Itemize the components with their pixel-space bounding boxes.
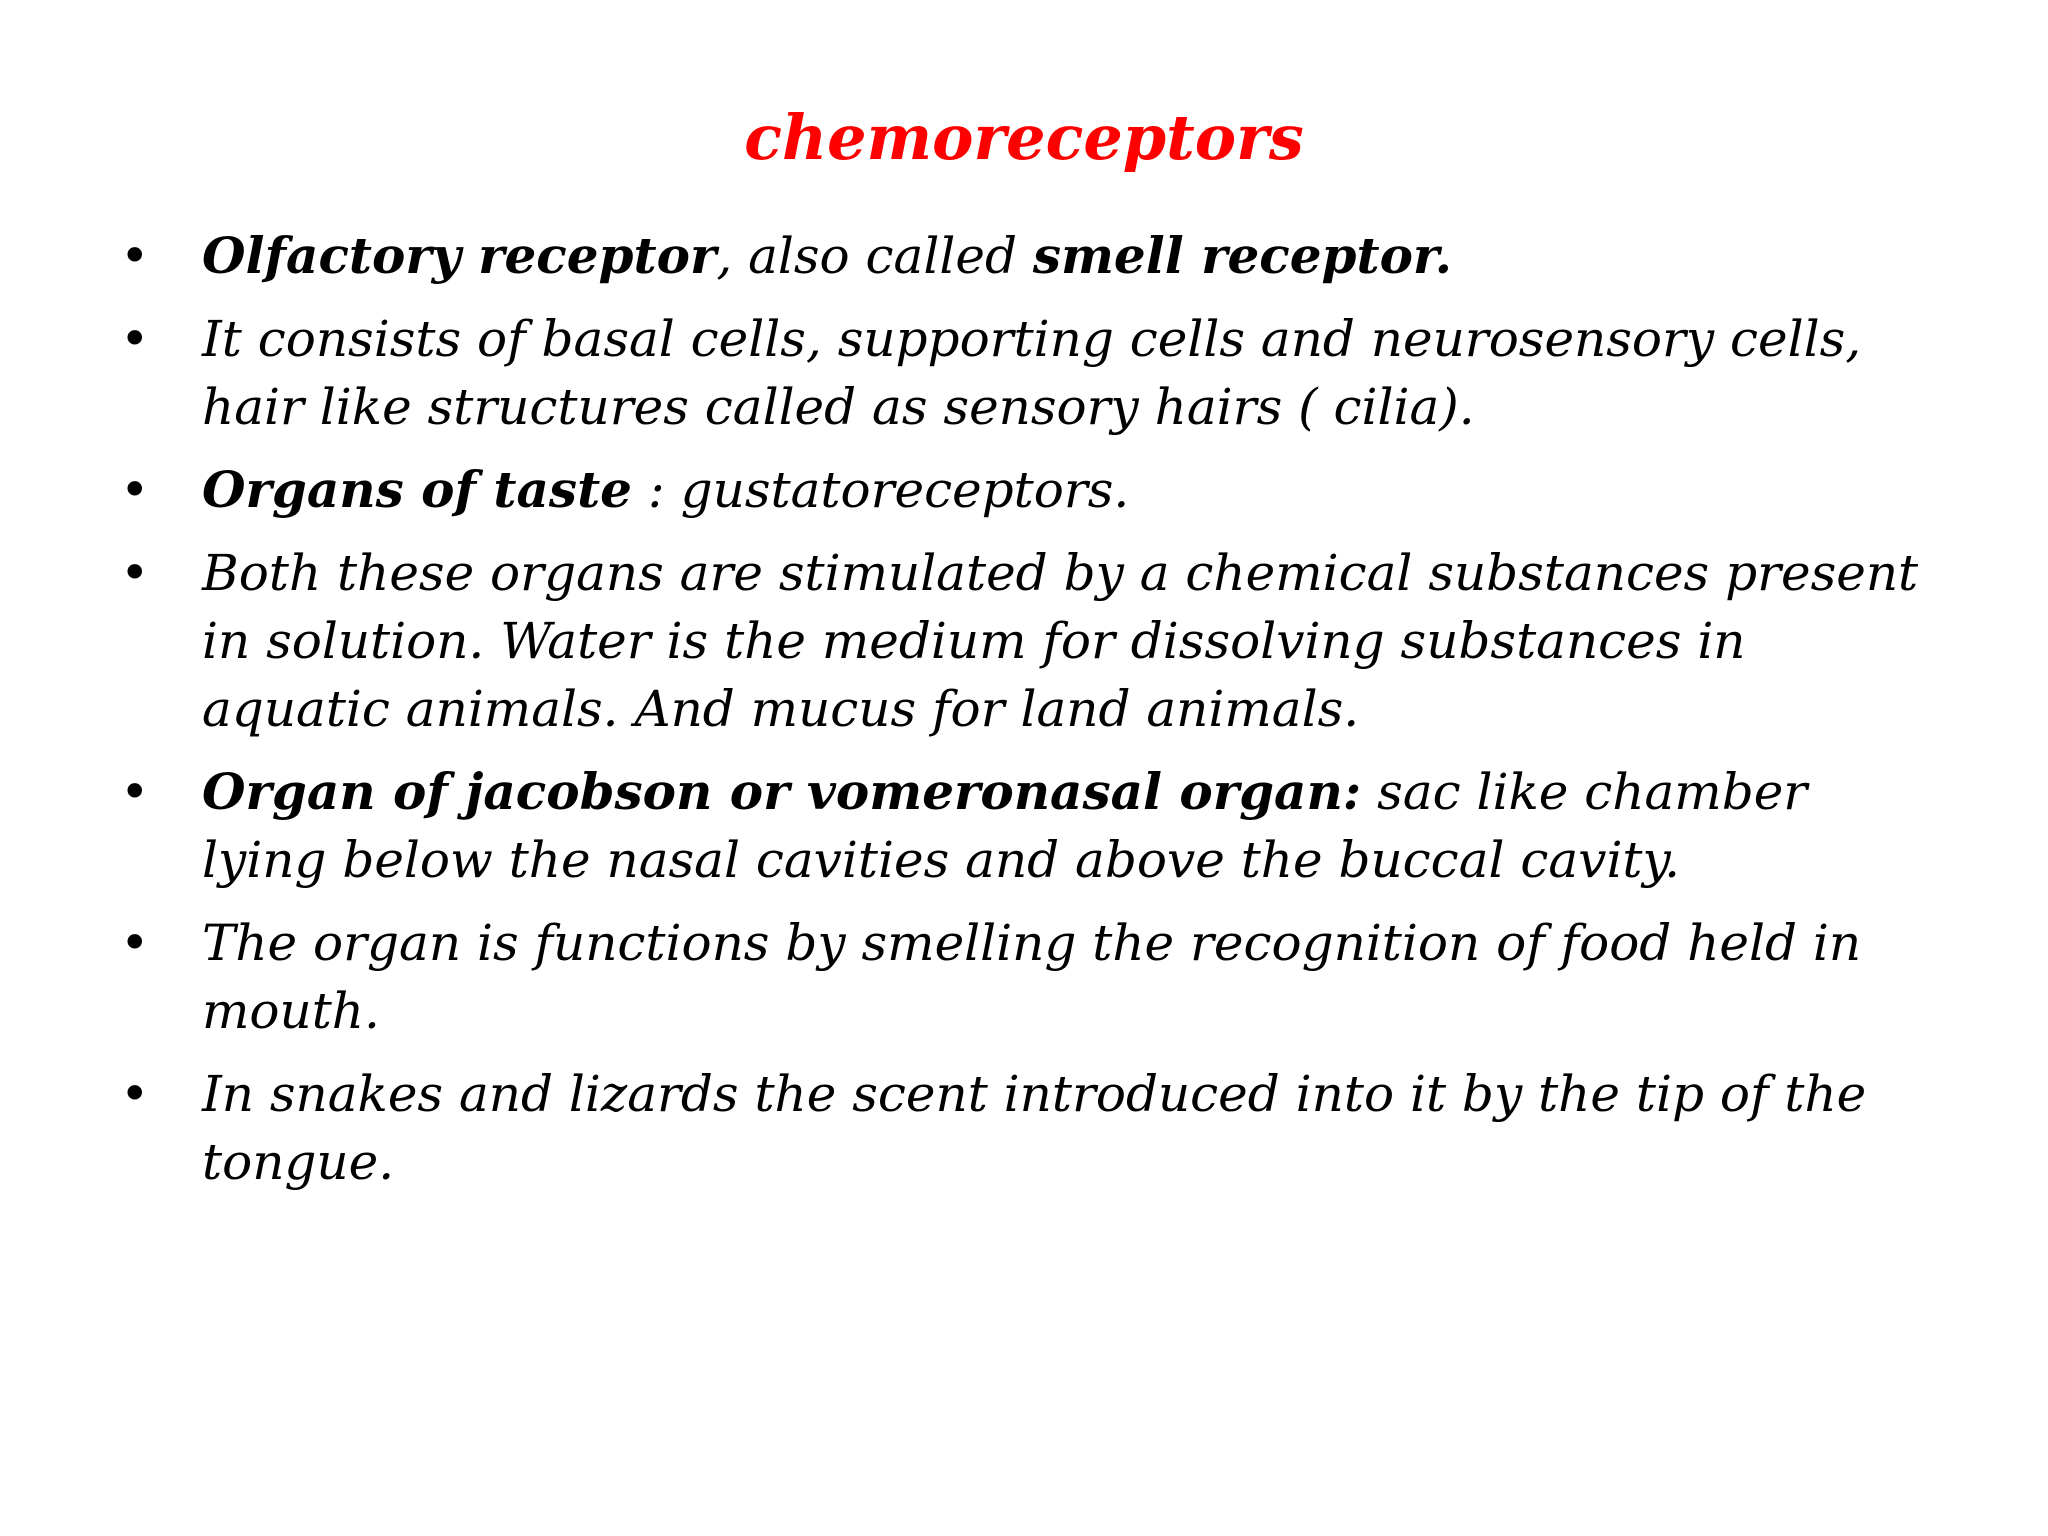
bullet-item-olfactory	[120, 222, 1940, 290]
bullet-icon: •	[120, 1065, 150, 1123]
bullet-item-jacobson	[120, 758, 1940, 894]
bullet-icon: •	[120, 310, 150, 368]
bullet-text: The organ is functions by smelling the recognition of food held in mouth.	[202, 914, 1862, 1040]
bullet-list	[120, 222, 1940, 1211]
bullet-text: sac like chamber lying below the nasal cavities and above the buccal cavity.	[202, 763, 1808, 889]
bullet-item-stimulation	[120, 539, 1940, 743]
bullet-text: It consists of basal cells, supporting cells and neurosensory cells, hair like structures called as sensory hairs ( cilia).	[202, 310, 1862, 436]
bullet-text: : gustatoreceptors.	[631, 461, 1130, 519]
bullet-text: Both these organs are stimulated by a chemical substances present in solution. Water is the medium for dissolving substances in aquatic animals. And mucus for land animals.	[202, 544, 1919, 738]
bullet-icon: •	[120, 914, 150, 972]
bold-term: smell receptor.	[1032, 226, 1453, 285]
bullet-item-snakes	[120, 1060, 1940, 1196]
bullet-text: , also called	[716, 227, 1033, 285]
slide-title: chemoreceptors	[744, 101, 1304, 174]
bullet-icon: •	[120, 544, 150, 602]
bold-term: Organs of taste	[202, 460, 632, 519]
bullet-icon: •	[120, 763, 150, 821]
bold-term: Organ of jacobson or vomeronasal organ:	[202, 762, 1362, 821]
bullet-icon: •	[120, 461, 150, 519]
bullet-item-function	[120, 909, 1940, 1045]
bullet-icon: •	[120, 227, 150, 285]
bullet-item-taste	[120, 456, 1940, 524]
bullet-item-composition	[120, 305, 1940, 441]
bold-term: Olfactory receptor	[202, 226, 717, 285]
bullet-text: In snakes and lizards the scent introduced into it by the tip of the tongue.	[202, 1065, 1867, 1191]
